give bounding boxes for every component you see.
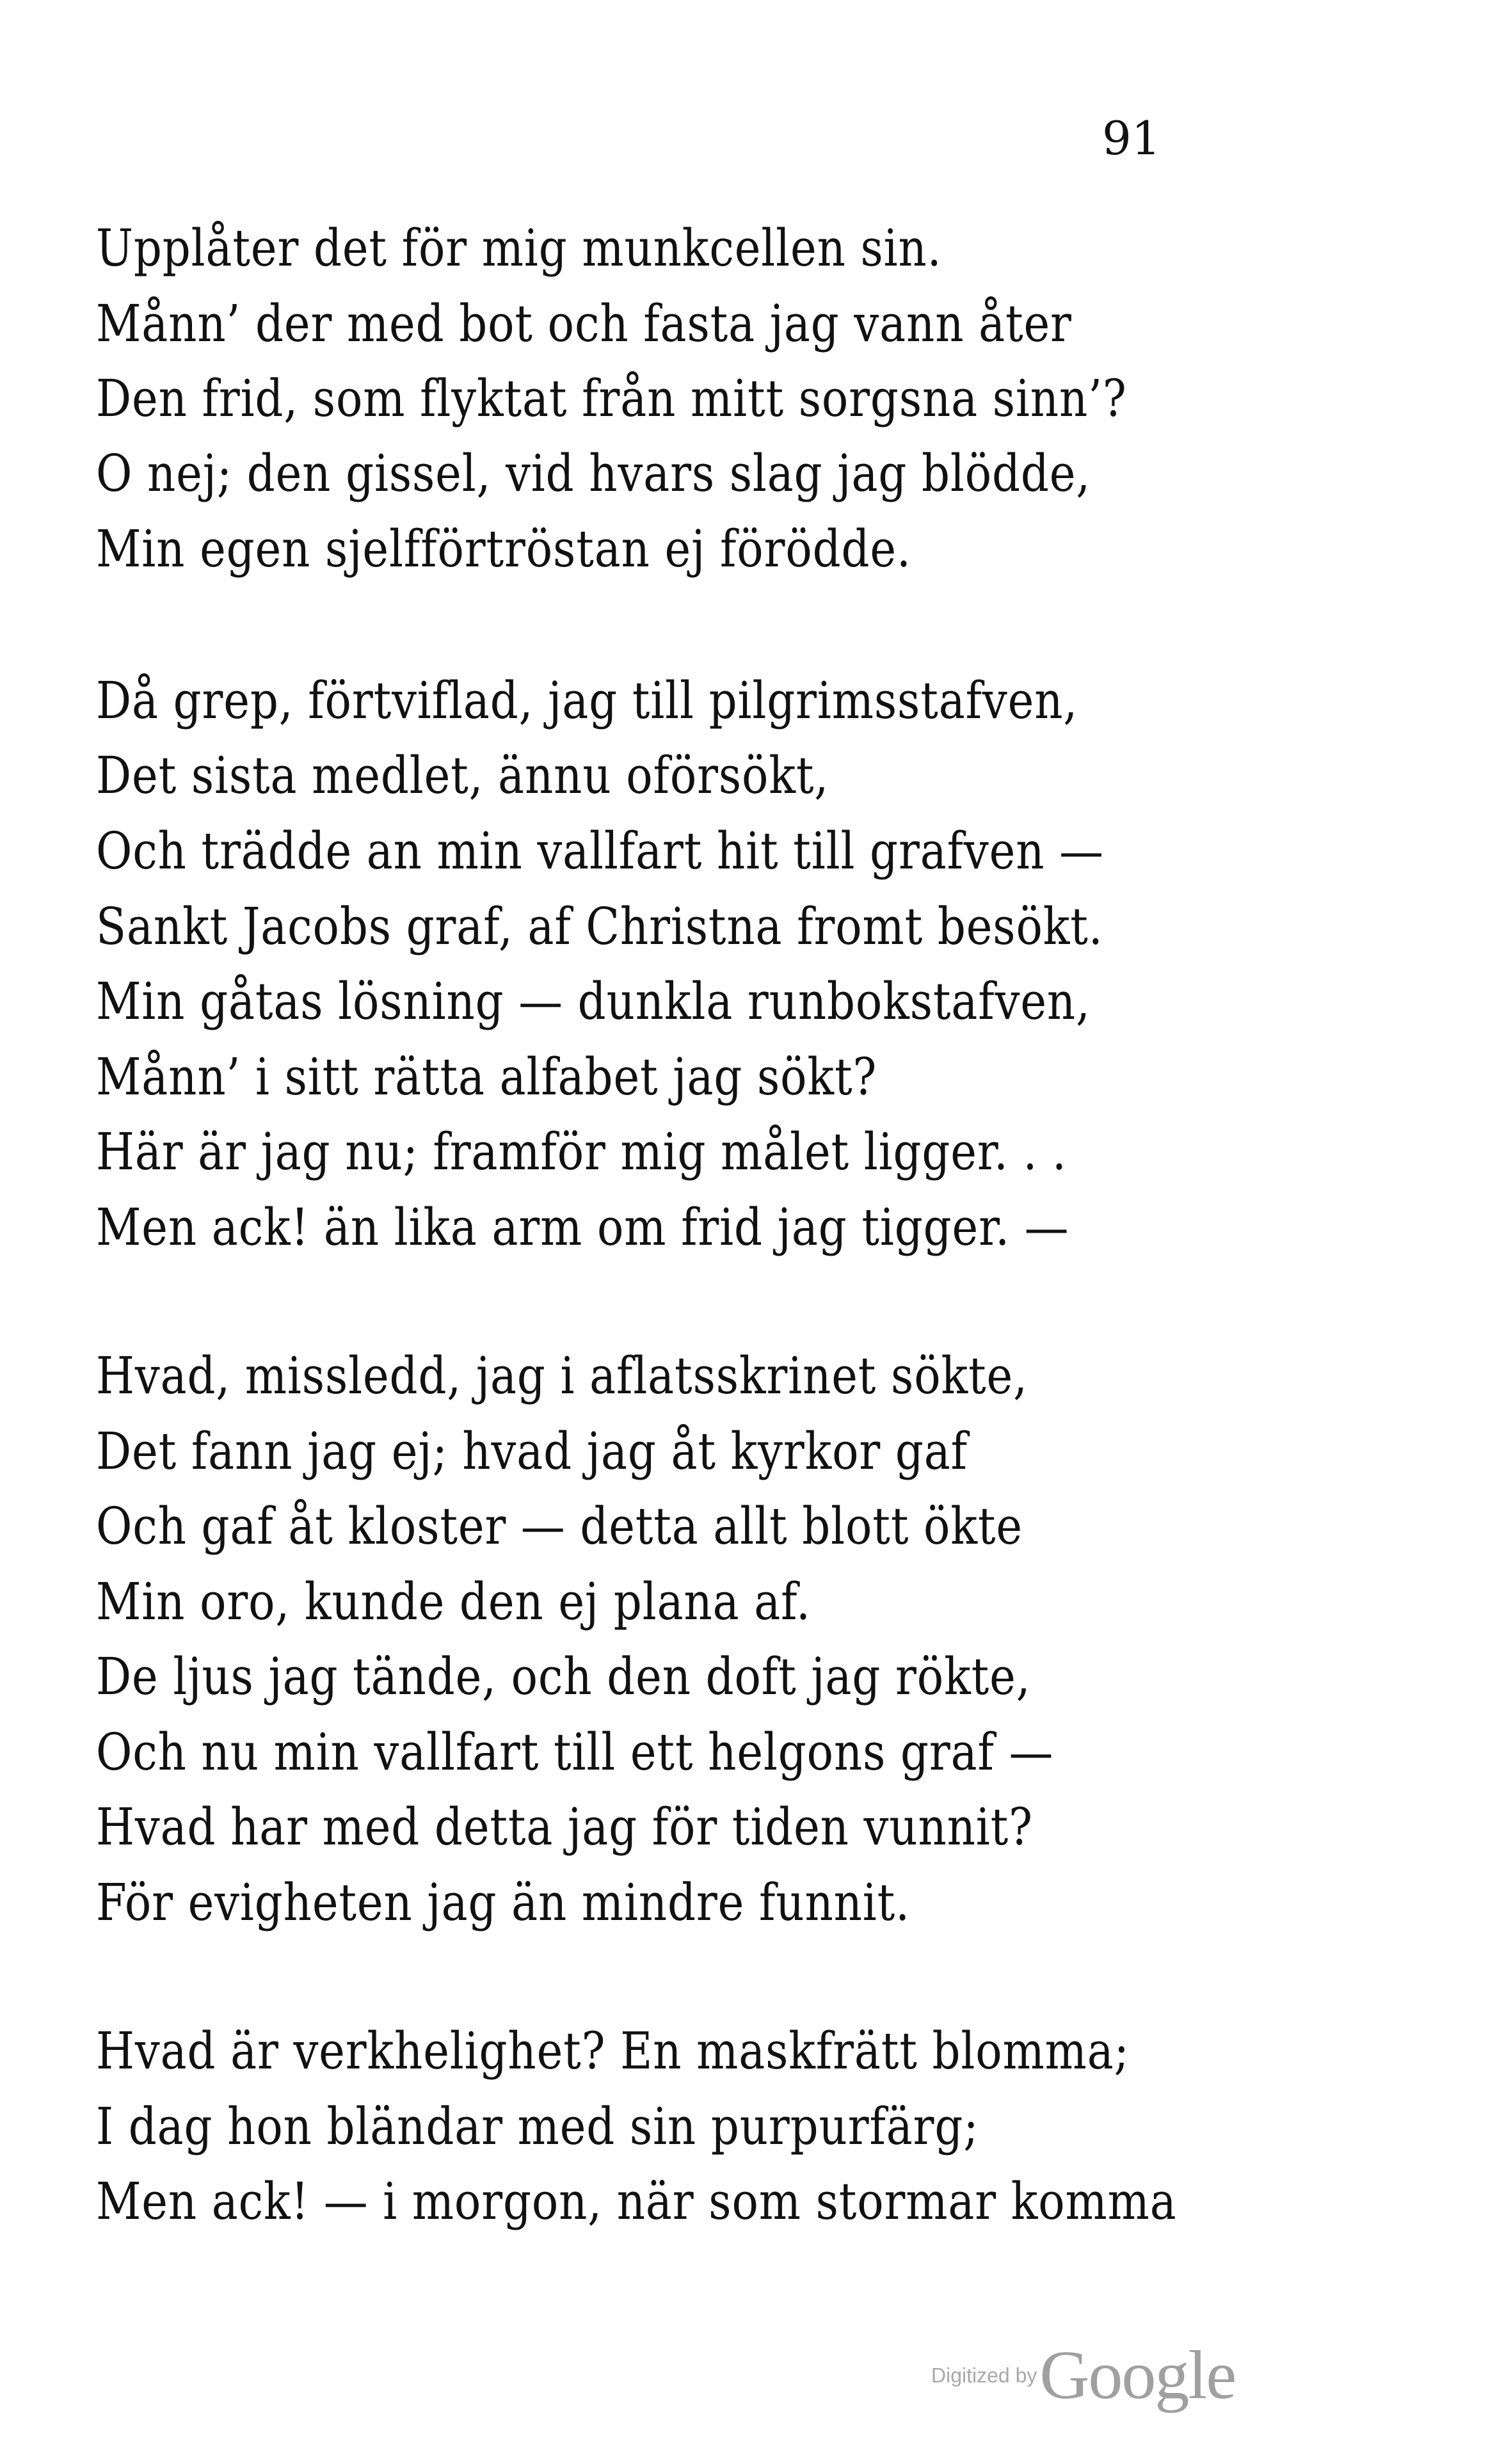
verse-line: Min egen sjelfförtröstan ej förödde. — [96, 519, 911, 579]
verse-line: De ljus jag tände, och den doft jag rökte, — [96, 1647, 1031, 1706]
verse-line: Hvad är verkhelighet? En maskfrätt blomma; — [96, 2021, 1130, 2081]
verse-line: Det fann jag ej; hvad jag åt kyrkor gaf — [96, 1421, 968, 1481]
verse-line: Hvad har med detta jag för tiden vunnit? — [96, 1797, 1033, 1857]
verse-line: I dag hon bländar med sin purpurfärg; — [96, 2097, 979, 2156]
verse-line: Och trädde an min vallfart hit till grafven — — [96, 821, 1104, 881]
watermark-prefix: Digitized by — [931, 2364, 1037, 2387]
verse-line: Då grep, förtviflad, jag till pilgrimsstafven, — [96, 671, 1078, 730]
digitized-watermark — [931, 2336, 1235, 2415]
verse-line: Upplåter det för mig munkcellen sin. — [96, 218, 942, 278]
verse-line: Min gåtas lösning — dunkla runbokstafven, — [96, 972, 1091, 1031]
verse-line: Sankt Jacobs graf, af Christna fromt besökt. — [96, 897, 1103, 956]
verse-line: Hvad, missledd, jag i aflatsskrinet sökte, — [96, 1346, 1028, 1405]
page-number: 91 — [1102, 111, 1161, 165]
verse-line: O nej; den gissel, vid hvars slag jag blödde, — [96, 444, 1091, 503]
verse-line: Det sista medlet, ännu oförsökt, — [96, 746, 829, 805]
verse-line: Och nu min vallfart till ett helgons graf — — [96, 1722, 1054, 1782]
verse-line: Min oro, kunde den ej plana af. — [96, 1572, 811, 1631]
watermark-brand-logo: Google — [1039, 2337, 1236, 2413]
verse-line: Här är jag nu; framför mig målet ligger. . . — [96, 1122, 1067, 1181]
verse-line: Men ack! — i morgon, när som stormar komma — [96, 2172, 1177, 2231]
verse-line: Men ack! än lika arm om frid jag tigger. — — [96, 1197, 1069, 1257]
verse-line: För evigheten jag än mindre funnit. — [96, 1873, 910, 1932]
verse-line: Månn’ der med bot och fasta jag vann åter — [96, 294, 1072, 353]
verse-line: Den frid, som flyktat från mitt sorgsna sinn’? — [96, 369, 1127, 428]
verse-line: Månn’ i sitt rätta alfabet jag sökt? — [96, 1047, 877, 1107]
verse-line: Och gaf åt kloster — detta allt blott ökte — [96, 1496, 1023, 1556]
